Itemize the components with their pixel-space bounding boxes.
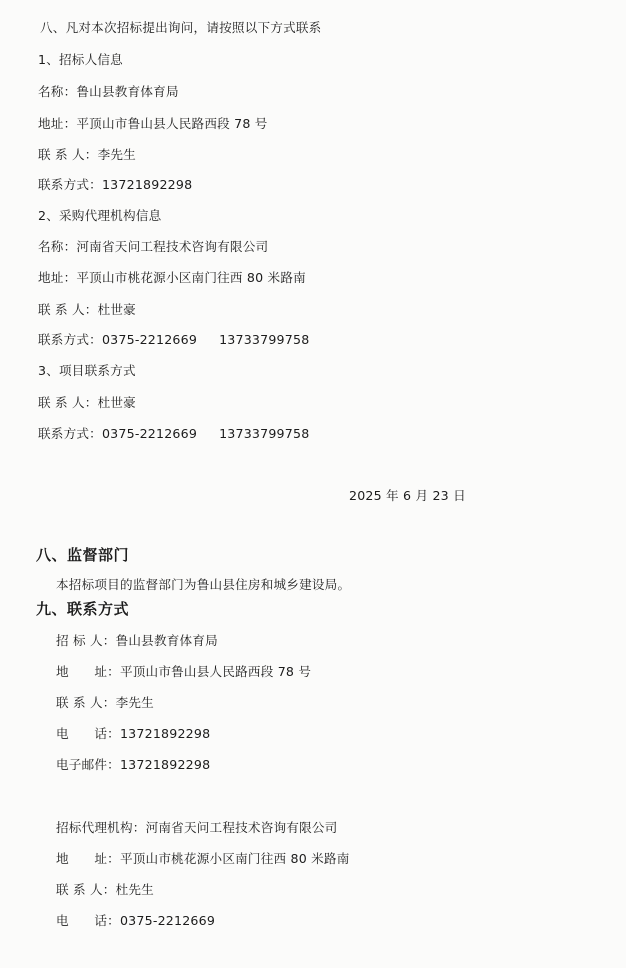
project-contact-row [38,395,136,411]
field-value: 李先生 [115,695,154,710]
agency-org-contact-row [56,882,154,898]
field-label: 联 系 人： [38,395,98,410]
agency-address-row [38,270,306,286]
field-value: 13721892298 [119,757,211,772]
supervision-heading: 八、监督部门 [36,546,130,564]
field-label: 联 系 人： [56,695,116,710]
field-value: 平顶山市桃花源小区南门往西 80 米路南 [119,851,350,866]
field-label: 联 系 人： [38,302,98,317]
field-label: 联系方式： [38,426,102,441]
field-label: 地址： [38,270,77,285]
field-value: 13721892298 [101,177,193,192]
contact-info-heading: 九、联系方式 [36,600,130,618]
agency-heading: 2、采购代理机构信息 [38,208,162,223]
field-value: 13721892298 [119,726,211,741]
field-label: 电 话： [56,913,120,928]
field-value: 河南省天问工程技术咨询有限公司 [76,239,269,254]
tenderer-address-row [38,116,268,132]
field-value: 平顶山市桃花源小区南门往西 80 米路南 [76,270,306,285]
contact-email-row [56,757,210,773]
contact-person-row [56,695,154,711]
inquiry-title: 八、凡对本次招标提出询问，请按照以下方式联系 [40,20,322,35]
supervision-text: 本招标项目的监督部门为鲁山县住房和城乡建设局。 [56,577,351,592]
agency-contact-row [38,302,136,318]
contact-address-row [56,664,311,680]
contact-tenderer-row [56,633,218,649]
project-heading: 3、项目联系方式 [38,363,136,378]
field-value: 鲁山县教育体育局 [76,84,179,99]
field-label: 地 址： [56,664,120,679]
field-label: 联系方式： [38,177,102,192]
tenderer-phone-row [38,177,192,193]
field-label: 联 系 人： [56,882,116,897]
agency-org-phone-row [56,913,215,929]
field-value: 0375-2212669 [119,913,216,928]
field-value: 杜世豪 [97,395,136,410]
field-label: 电 话： [56,726,120,741]
field-label: 招标代理机构： [56,820,146,835]
project-phone-row [38,426,309,442]
field-label: 地 址： [56,851,120,866]
field-label: 地址： [38,116,77,131]
field-value: 杜世豪 [97,302,136,317]
field-label: 联 系 人： [38,147,98,162]
document-date: 2025 年 6 月 23 日 [349,488,466,503]
field-label: 名称： [38,239,77,254]
field-value: 平顶山市鲁山县人民路西段 78 号 [119,664,312,679]
mobile-number: 13733799758 [219,332,310,347]
field-label: 电子邮件： [56,757,120,772]
field-label: 名称： [38,84,77,99]
field-value: 鲁山县教育体育局 [115,633,218,648]
field-label: 联系方式： [38,332,102,347]
field-value: 杜先生 [115,882,154,897]
agency-name-row [38,239,268,255]
tenderer-contact-row [38,147,136,163]
field-value: 平顶山市鲁山县人民路西段 78 号 [76,116,268,131]
field-value: 李先生 [97,147,136,162]
field-value: 河南省天问工程技术咨询有限公司 [145,820,338,835]
agency-org-row [56,820,337,836]
mobile-number: 13733799758 [219,426,310,441]
field-label: 招 标 人： [56,633,116,648]
agency-org-address-row [56,851,350,867]
contact-phone-row [56,726,210,742]
tenderer-heading: 1、招标人信息 [38,52,123,67]
agency-phone-row [38,332,309,348]
phone-number: 0375-2212669 [101,426,198,441]
tenderer-name-row [38,84,179,100]
phone-number: 0375-2212669 [101,332,198,347]
